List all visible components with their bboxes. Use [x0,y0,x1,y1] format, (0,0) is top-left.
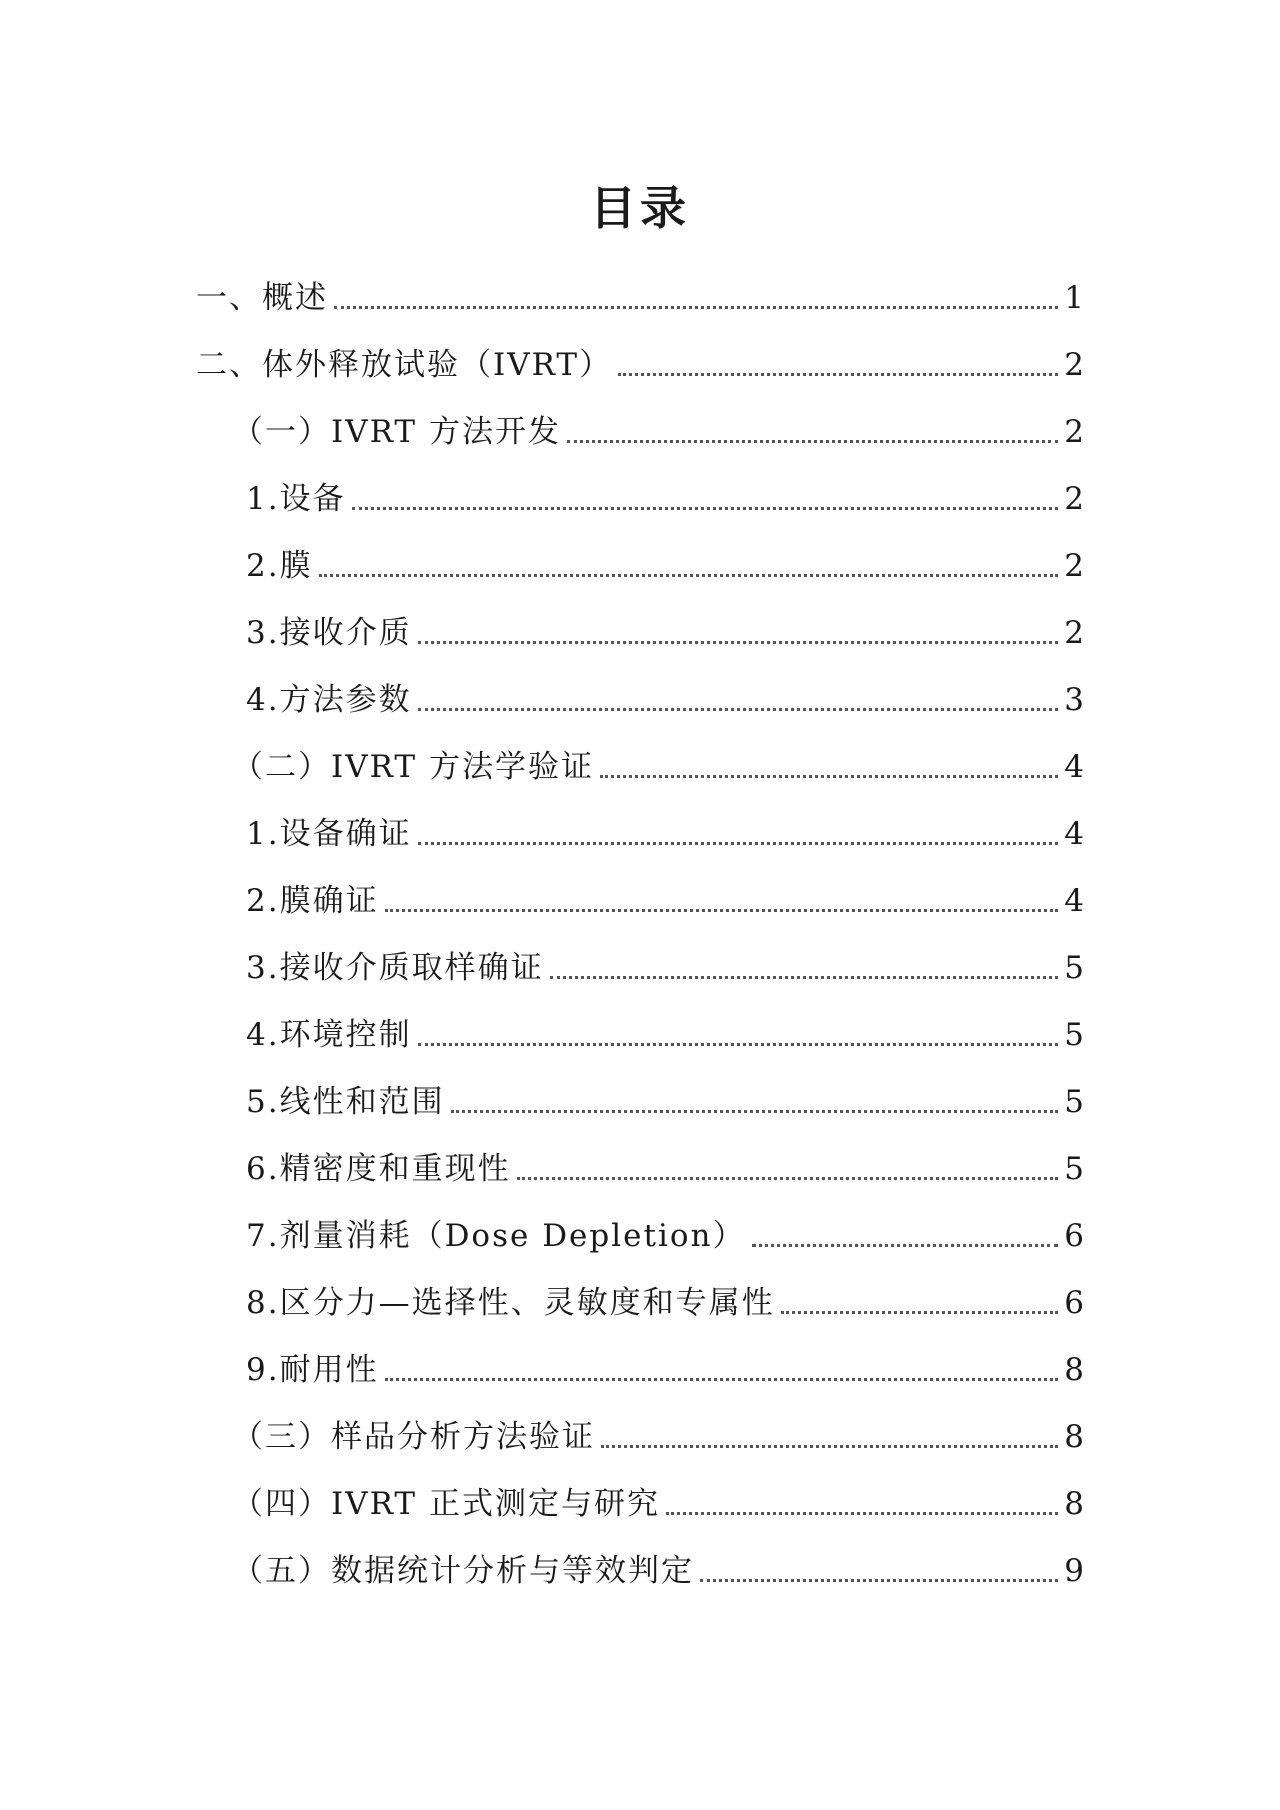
dot-leader [418,641,1059,644]
toc-entry-page: 6 [1064,1218,1084,1254]
toc-entry-formal-study[interactable] [232,1480,1084,1524]
toc-entry-membrane[interactable] [246,542,1084,586]
toc-entry-overview[interactable] [196,274,1084,318]
dot-leader [418,842,1059,845]
dot-leader [550,976,1059,979]
toc-entry-linearity-range[interactable] [246,1078,1084,1122]
page-title: 目录 [590,181,690,235]
toc-entry-label: 2.膜 [246,548,313,584]
toc-entry-label: （二）IVRT 方法学验证 [232,749,594,785]
toc-entry-page: 4 [1064,816,1084,852]
dot-leader [752,1244,1059,1247]
toc-entry-page: 3 [1064,682,1084,718]
dot-leader [666,1512,1058,1515]
toc-entry-page: 5 [1064,950,1084,986]
toc-entry-page: 2 [1064,481,1084,517]
toc-entry-page: 8 [1064,1352,1084,1388]
toc-entry-method-development[interactable] [232,408,1084,452]
dot-leader [418,708,1059,711]
toc-entry-label: （四）IVRT 正式测定与研究 [232,1486,660,1522]
dot-leader [385,1378,1059,1381]
toc-entry-environment-control[interactable] [246,1011,1084,1055]
toc-entry-label: 3.接收介质 [246,615,412,651]
toc-entry-label: 5.线性和范围 [246,1084,445,1120]
dot-leader [451,1110,1059,1113]
toc-entry-label: 9.耐用性 [246,1352,379,1388]
toc-entry-membrane-qualification[interactable] [246,877,1084,921]
toc-entry-ivrt[interactable] [196,341,1084,385]
dot-leader [418,1043,1059,1046]
dot-leader [567,440,1058,443]
toc-entry-page: 2 [1064,414,1084,450]
toc-entry-page: 5 [1064,1084,1084,1120]
toc-entry-label: 4.方法参数 [246,682,412,718]
toc-entry-label: 一、概述 [196,280,328,316]
toc-entry-page: 5 [1064,1151,1084,1187]
toc-entry-equipment-qualification[interactable] [246,810,1084,854]
toc-entry-precision-reproducibility[interactable] [246,1145,1084,1189]
toc-entry-label: 7.剂量消耗（Dose Depletion） [246,1218,746,1254]
toc-entry-label: 6.精密度和重现性 [246,1151,511,1187]
toc-entry-label: 2.膜确证 [246,883,379,919]
toc-entry-page: 6 [1064,1285,1084,1321]
toc-entry-method-parameters[interactable] [246,676,1084,720]
toc-entry-label: （一）IVRT 方法开发 [232,414,561,450]
dot-leader [334,306,1058,309]
dot-leader [781,1311,1059,1314]
toc-entry-sample-analysis-validation[interactable] [232,1413,1084,1457]
toc-entry-label: 8.区分力—选择性、灵敏度和专属性 [246,1285,775,1321]
toc-entry-statistical-analysis[interactable] [232,1547,1084,1591]
toc-entry-page: 2 [1064,347,1084,383]
toc-entry-sampling-qualification[interactable] [246,944,1084,988]
toc-entry-label: （三）样品分析方法验证 [232,1419,595,1455]
dot-leader [517,1177,1059,1180]
toc-entry-discrimination[interactable] [246,1279,1084,1323]
toc-entry-page: 5 [1064,1017,1084,1053]
toc-entry-receptor-medium[interactable] [246,609,1084,653]
dot-leader [600,775,1058,778]
toc-entry-page: 2 [1064,615,1084,651]
dot-leader [618,373,1058,376]
toc-entry-page: 4 [1064,883,1084,919]
toc-entry-equipment[interactable] [246,475,1084,519]
toc-entry-label: 二、体外释放试验（IVRT） [196,347,613,383]
toc-entry-dose-depletion[interactable] [246,1212,1084,1256]
toc-entry-page: 8 [1064,1419,1084,1455]
toc-entry-label: （五）数据统计分析与等效判定 [232,1553,694,1589]
toc-entry-page: 8 [1064,1486,1084,1522]
dot-leader [319,574,1059,577]
toc-entry-label: 4.环境控制 [246,1017,412,1053]
dot-leader [385,909,1059,912]
toc-entry-label: 1.设备 [246,481,346,517]
toc-entry-label: 1.设备确证 [246,816,412,852]
toc-entry-label: 3.接收介质取样确证 [246,950,544,986]
dot-leader [601,1445,1058,1448]
toc-entry-robustness[interactable] [246,1346,1084,1390]
toc-entry-page: 2 [1064,548,1084,584]
dot-leader [352,507,1059,510]
toc-entry-page: 1 [1064,280,1084,316]
toc-entry-page: 9 [1064,1553,1084,1589]
toc-entry-page: 4 [1064,749,1084,785]
toc-entry-method-validation[interactable] [232,743,1084,787]
dot-leader [700,1579,1058,1582]
